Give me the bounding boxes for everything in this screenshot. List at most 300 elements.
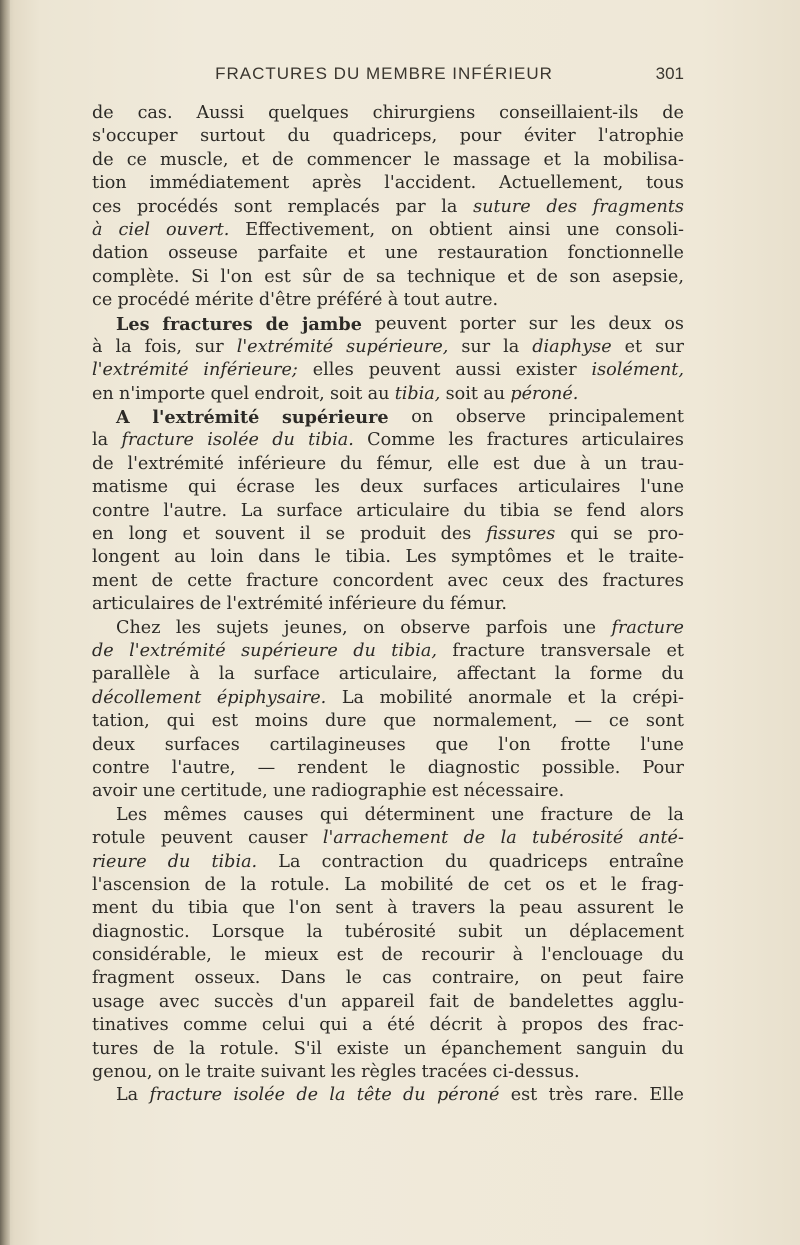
word: observe [400,617,471,638]
word: peut [582,968,623,989]
text-line [92,593,684,616]
word: et [566,547,584,568]
word: par [395,196,426,217]
word: bandelettes [509,991,614,1012]
word: ainsi [508,219,551,240]
word: due [533,453,567,474]
word: ment [92,898,138,919]
word: inférieure [237,453,327,474]
word: on [539,968,562,989]
word: mobilité [379,687,453,708]
word: l'on [498,734,531,755]
word: transversale [540,640,652,661]
word: jambe [302,313,362,335]
word: est [264,266,291,287]
word: fragment [92,968,175,989]
word: pour [459,126,502,147]
word: avec [447,570,489,591]
word: porter [459,313,516,334]
word: tibia, [391,640,437,661]
word: de [296,1085,319,1106]
word: du [167,851,191,872]
word: tous [645,173,684,194]
word: isolée [233,1085,286,1106]
word: parfaite [257,243,328,264]
word: de [92,640,114,661]
word: ce [92,290,113,311]
word: fémur, [376,453,434,474]
word: La [278,851,301,872]
text-line [92,102,684,125]
word: moins [254,711,309,732]
text-line [92,827,684,850]
word: tête [356,1085,392,1106]
word: os [545,874,565,895]
word: aussi [455,360,501,381]
text-line [92,196,684,219]
word: procédé [117,290,190,311]
word: tibia [499,500,540,521]
word: tout [403,290,440,311]
word: le [610,874,627,895]
word: affectant [456,664,536,685]
word: cet [503,874,532,895]
word: elle [447,453,480,474]
word: on [411,407,434,428]
word: des [597,1015,629,1036]
word: ouvert. [165,219,230,240]
word: ment [92,570,138,591]
text-line [92,242,684,265]
page-number: 301 [655,64,684,83]
word: traite [206,1062,256,1083]
word: la [554,664,571,685]
word: de [92,453,114,474]
text-line [92,172,684,195]
word: alors [639,500,684,521]
text-line [92,734,684,757]
word: fractures [602,570,684,591]
word: parallèle [92,664,171,685]
word: on [362,617,385,638]
word: l'enclouage [541,945,644,966]
word: été [387,1015,415,1036]
word: de [536,266,558,287]
word: sujets [216,617,269,638]
word: surfaces [422,477,499,498]
word: diagnostic. [92,921,190,942]
text-line [92,687,684,710]
word: à [92,336,103,357]
word: tibia. [211,851,258,872]
word: la [189,1038,206,1059]
word: sont [233,196,272,217]
word: rotule. [220,1038,280,1059]
text-line [92,710,684,733]
word: la [600,687,617,708]
word: diagnostic [427,757,520,778]
word: fractures [486,430,569,451]
word: parfois [485,617,548,638]
word: que [383,711,417,732]
word: des [440,524,472,545]
word: frotte [560,734,611,755]
word: épiphysaire. [216,687,327,708]
word: de [265,313,290,335]
word: l'une [640,477,684,498]
word: l'ascension [92,874,191,895]
word: l'on [220,266,253,287]
word: soit [330,383,363,404]
word: au [174,547,196,568]
word: un [524,921,548,942]
word: préféré [316,290,383,311]
word: peuvent [160,828,233,849]
word: ci-dessus. [492,1062,580,1083]
word: rotule [92,828,146,849]
word: peuvent [374,313,447,334]
word: une [384,243,418,264]
word: un [403,1038,427,1059]
word: des [546,196,578,217]
word: sa [375,266,396,287]
text-line [92,897,684,920]
word: comme [183,1015,248,1036]
word: de [463,828,486,849]
word: surtout [200,126,265,147]
word: n'importe [119,383,206,404]
word: est [510,1085,538,1106]
word: cas [382,968,412,989]
text-line [92,967,684,990]
word: commencer [306,149,411,170]
word: les [570,313,596,334]
word: à [496,1015,508,1036]
word: a [362,1015,373,1036]
word: s'occuper [92,126,178,147]
word: contraire, [431,968,520,989]
text-line [92,500,684,523]
word: dure [324,711,367,732]
word: produit [360,524,426,545]
word: anté- [638,828,684,849]
text-line [92,359,684,382]
text-line [92,313,684,336]
word: isolée [207,430,259,451]
word: en [92,383,114,404]
word: à [387,290,399,311]
word: ces [92,196,122,217]
word: de [152,1038,175,1059]
word: les [330,1062,356,1083]
word: contre [92,757,150,778]
text-line [92,336,684,359]
word: normalement, [433,711,558,732]
text-line [92,757,684,780]
word: l'accident. [384,173,477,194]
word: articulaire [356,500,450,521]
word: du [272,430,295,451]
word: sent [335,898,374,919]
word: Effectivement, [245,219,376,240]
word: fractures [162,313,253,335]
word: de [92,149,114,170]
word: faire [642,968,684,989]
word: fragments [592,196,684,217]
word: entraîne [608,851,684,872]
word: celui [261,1015,305,1036]
text-line [92,874,684,897]
text-line [92,523,684,546]
word: S'il [293,1038,322,1059]
word: Lorsque [211,921,285,942]
word: et [182,524,200,545]
word: fracture [611,617,684,638]
word: se [613,524,633,545]
word: de [204,874,227,895]
word: dans [258,547,301,568]
word: A [116,407,130,429]
word: de [92,103,114,123]
word: fracture [452,640,525,661]
word: ce [126,149,147,170]
word: l'extrémité [236,336,334,357]
word: Les [116,313,150,335]
word: articulaires [581,430,684,451]
word: se [553,500,573,521]
word: rendent [297,757,368,778]
word: règles [361,1062,417,1083]
word: et [241,149,260,170]
word: du [463,500,486,521]
word: du [403,1085,426,1106]
word: surface [276,500,343,521]
word: mobilité [380,874,454,895]
word: de [151,570,174,591]
text-line [92,944,684,967]
word: est [211,711,239,732]
word: et [347,243,366,264]
word: très [548,1085,584,1106]
word: sur [528,313,558,334]
word: qui [570,524,599,545]
word: au [367,383,390,404]
word: l'arrachement [322,828,449,849]
word: les [175,617,201,638]
text-line [92,1014,684,1037]
word: endroit, [254,383,325,404]
word: La [341,687,365,708]
word: muscle, [159,149,229,170]
word: et [507,266,525,287]
text-line [92,453,684,476]
word: radiographie [311,781,427,802]
word: du [445,851,468,872]
word: loin [210,547,244,568]
word: décrit [429,1015,483,1036]
text-line [92,125,684,148]
word: articulaires [518,477,621,498]
word: la [667,804,684,825]
word: le [185,1062,202,1083]
text-line [92,546,684,569]
word: l'autre. [163,500,228,521]
word: inférieure [328,594,417,615]
word: à [92,219,103,240]
word: elles [312,360,354,381]
word: de [272,149,294,170]
word: Pour [642,757,684,778]
word: fracture [121,430,194,451]
word: contraction [321,851,424,872]
word: Actuellement, [499,173,624,194]
word: causer [247,828,308,849]
word: déplacement [569,921,684,942]
word: le [230,945,247,966]
word: supérieure, [346,336,449,357]
word: épanchement [441,1038,562,1059]
word: souvent [214,524,285,545]
word: avec [158,991,200,1012]
word: recourir [421,945,495,966]
text-line [92,219,684,242]
text-line [92,640,684,663]
word: la [115,336,132,357]
word: soit [445,383,478,404]
word: la [503,336,520,357]
word: pro- [647,524,684,545]
word: il [299,524,311,545]
word: péroné. [510,383,579,404]
word: à [512,945,524,966]
word: quadriceps, [332,126,438,147]
word: symptômes [451,547,552,568]
word: deux [92,734,135,755]
text-line [92,383,684,406]
word: tinatives [92,1015,169,1036]
word: et [543,149,561,170]
word: remplacés [287,196,380,217]
word: autre. [444,290,499,311]
word: de [629,804,652,825]
word: long [128,524,168,545]
page-header [84,60,684,88]
word: tation, [92,711,150,732]
word: principalement [548,407,684,428]
word: son [569,266,601,287]
word: la [441,196,458,217]
word: anormale [468,687,553,708]
word: tracées [421,1062,488,1083]
word: et [567,687,586,708]
word: la [218,664,235,685]
word: sûr [302,266,332,287]
word: rare. [594,1085,639,1106]
word: Si [191,266,209,287]
word: fissures [486,524,556,545]
text-line [92,570,684,593]
word: osseuse [168,243,238,264]
word: une [272,781,307,802]
word: cas. [137,103,173,123]
word: osseux. [194,968,261,989]
word: que [242,898,276,919]
word: sur [461,336,491,357]
word: restauration [437,243,548,264]
text-line [92,289,684,312]
text-line [92,851,684,874]
word: quadriceps [488,851,588,872]
word: on [157,1062,180,1083]
word: frag- [641,874,684,895]
word: — [257,757,276,778]
word: du [661,664,684,685]
word: mérite [195,290,254,311]
word: après [311,173,362,194]
word: d'être [258,290,312,311]
word: une [491,804,525,825]
word: suture [473,196,531,217]
word: articulaires [92,594,195,615]
word: os [664,313,684,334]
word: et [624,336,643,357]
word: surface [253,664,320,685]
word: mobilisa- [603,149,684,170]
word: l'extrémité [92,360,189,381]
word: avoir [92,781,138,802]
word: immédiatement [149,173,290,194]
word: écrase [236,477,295,498]
word: conseillaient-ils [499,103,639,123]
word: qui [319,804,349,825]
word: asepsie, [612,266,684,287]
word: supérieure [241,640,338,661]
word: sur [194,336,224,357]
word: à [580,453,591,474]
word: le [389,757,406,778]
word: Les [405,547,437,568]
word: contre [92,500,150,521]
word: fend [586,500,627,521]
word: ce [608,711,630,732]
word: de [467,874,490,895]
word: sur [655,336,684,357]
word: dation [92,243,149,264]
word: Les [116,804,148,825]
word: considérable, [92,945,212,966]
word: ceux [502,570,544,591]
word: en [92,524,114,545]
word: à [387,898,398,919]
word: se [325,524,346,545]
word: fonctionnelle [567,243,684,264]
word: du [287,126,311,147]
word: procédés [136,196,219,217]
word: et [666,640,684,661]
word: subit [458,921,503,942]
word: chirurgiens [372,103,476,123]
word: tubérosité [532,828,624,849]
word: Chez [116,617,161,638]
word: du [661,1038,684,1059]
text-line [92,1061,684,1084]
word: de [342,266,365,287]
word: Aussi [196,103,245,123]
word: observe [455,407,526,428]
word: à [189,664,200,685]
word: l'une [640,734,684,755]
word: l'extrémité [129,640,226,661]
